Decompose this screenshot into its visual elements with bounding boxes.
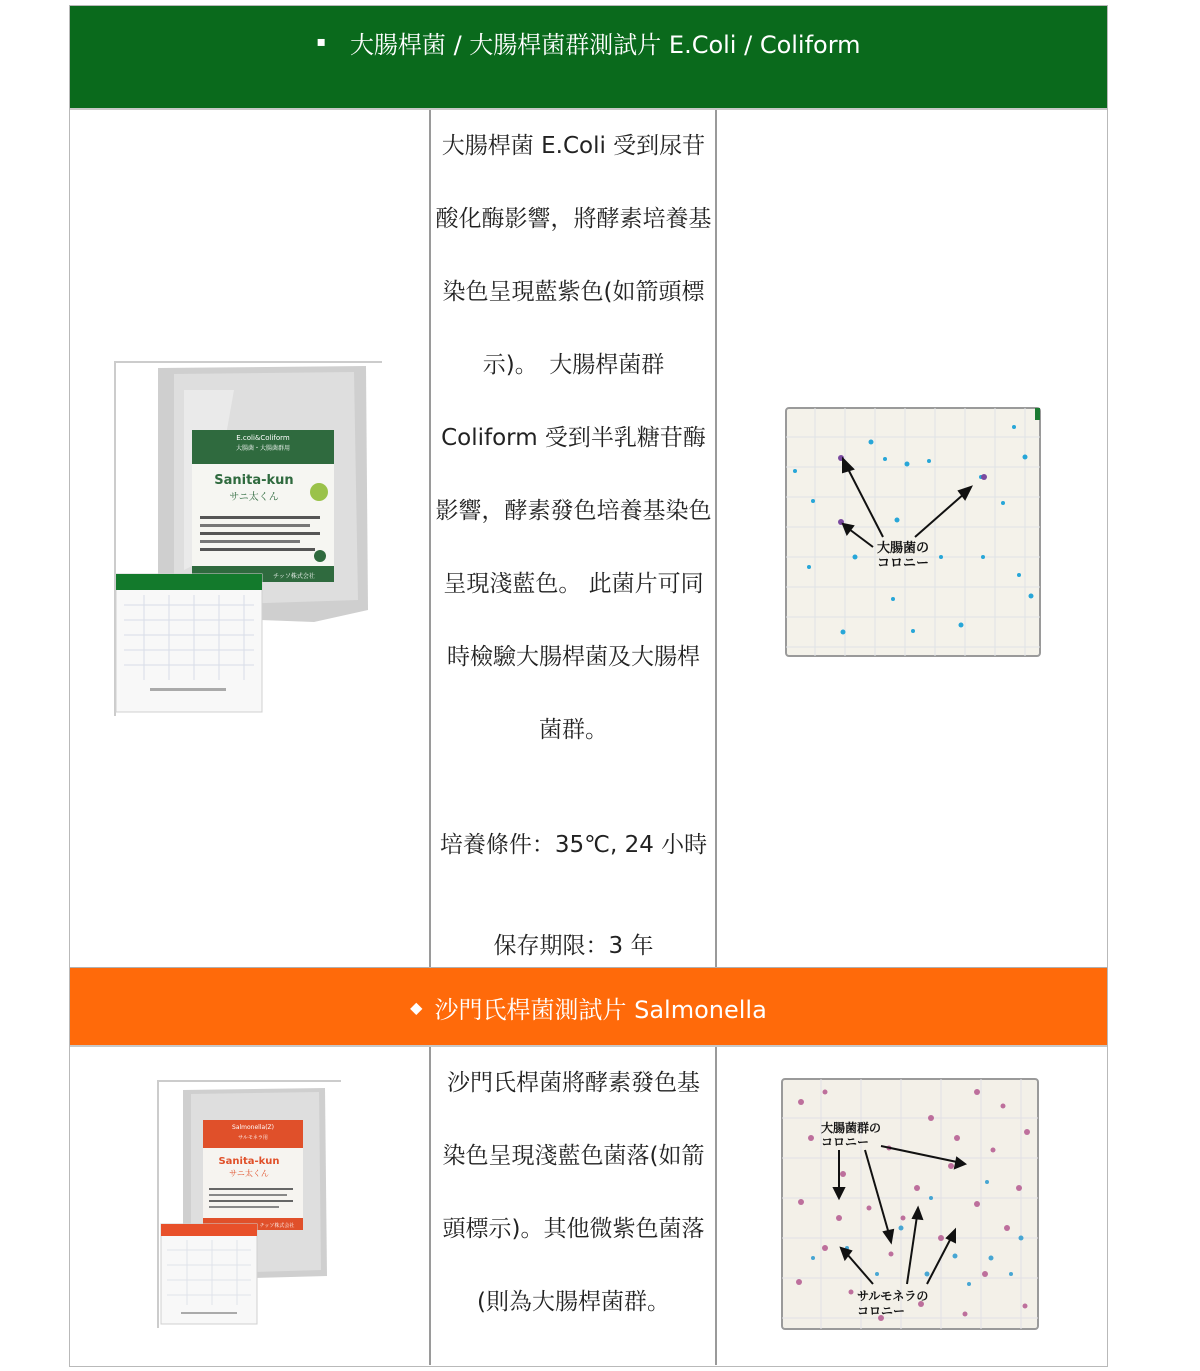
product-brand-kana: サニ太くん: [229, 492, 279, 503]
shelf-life: 保存期限：3 年: [493, 933, 654, 959]
product-brand-kana: サニ太くん: [229, 1169, 269, 1178]
description-line: 頭標示)。其他微紫色菌落: [442, 1216, 705, 1242]
column-divider: [715, 1047, 717, 1365]
product-brand-top: E.coli&Coliform: [236, 434, 290, 442]
ecoli-description: [432, 110, 715, 997]
culture-condition: 培養條件：35℃, 24 小時: [439, 832, 708, 858]
section-title-salmonella: 沙門氏桿菌測試片 Salmonella: [434, 995, 767, 1024]
plate-label-line: 大腸菌群の: [821, 1121, 882, 1135]
product-brand-name: Sanita-kun: [218, 1156, 280, 1167]
column-divider: [429, 1047, 431, 1365]
description-line: 影響，酵素發色培養基染色: [435, 498, 712, 524]
plate-label-line: サルモネラの: [857, 1289, 929, 1303]
description-line: 沙門氏桿菌將酵素發色基: [447, 1070, 700, 1096]
column-divider: [429, 110, 431, 968]
product-brand-jp: 大腸菌・大腸菌群用: [235, 445, 291, 452]
product-brand-jp: サルモネラ用: [238, 1135, 268, 1141]
salmonella-description: [432, 1047, 715, 1339]
description-line: (則為大腸桿菌群。: [477, 1289, 670, 1315]
ecoli-product-image: [114, 360, 382, 716]
section-title-ecoli: 大腸桿菌 / 大腸桿菌群測試片 E.Coli / Coliform: [349, 30, 861, 59]
product-brand-name: Sanita-kun: [214, 473, 294, 488]
salmonella-product-image: [157, 1080, 341, 1328]
description-line: 染色呈現藍紫色(如箭頭標: [442, 279, 705, 305]
plate-label-line: コロニー: [877, 556, 930, 571]
section-header-ecoli: [70, 6, 1107, 108]
description-line: 菌群。: [539, 717, 608, 743]
square-bullet-icon: ▪: [316, 34, 326, 50]
product-maker: チッソ株式会社: [273, 573, 315, 580]
description-line: 時檢驗大腸桿菌及大腸桿: [447, 644, 700, 670]
description-line: 呈現淺藍色。 此菌片可同: [443, 571, 704, 597]
section-header-salmonella: [70, 968, 1107, 1046]
plate-label-line: 大腸菌の: [877, 541, 930, 556]
description-line: 酸化酶影響，將酵素培養基: [435, 206, 712, 232]
plate-label-line: コロニー: [821, 1135, 870, 1149]
diamond-bullet-icon: ◆: [410, 997, 423, 1017]
plate-label-line: コロニー: [857, 1304, 906, 1318]
description-line: 示)。 大腸桿菌群: [482, 352, 665, 378]
ecoli-plate-image: [785, 407, 1041, 657]
description-line: 染色呈現淺藍色菌落(如箭: [442, 1143, 705, 1169]
product-brand-top: Salmonella(Z): [232, 1124, 274, 1131]
column-divider: [715, 110, 717, 968]
salmonella-plate-image: [781, 1078, 1039, 1330]
product-maker: チッソ株式会社: [259, 1223, 295, 1229]
description-line: Coliform 受到半乳糖苷酶: [441, 425, 706, 451]
description-line: 大腸桿菌 E.Coli 受到尿苷: [441, 133, 706, 159]
